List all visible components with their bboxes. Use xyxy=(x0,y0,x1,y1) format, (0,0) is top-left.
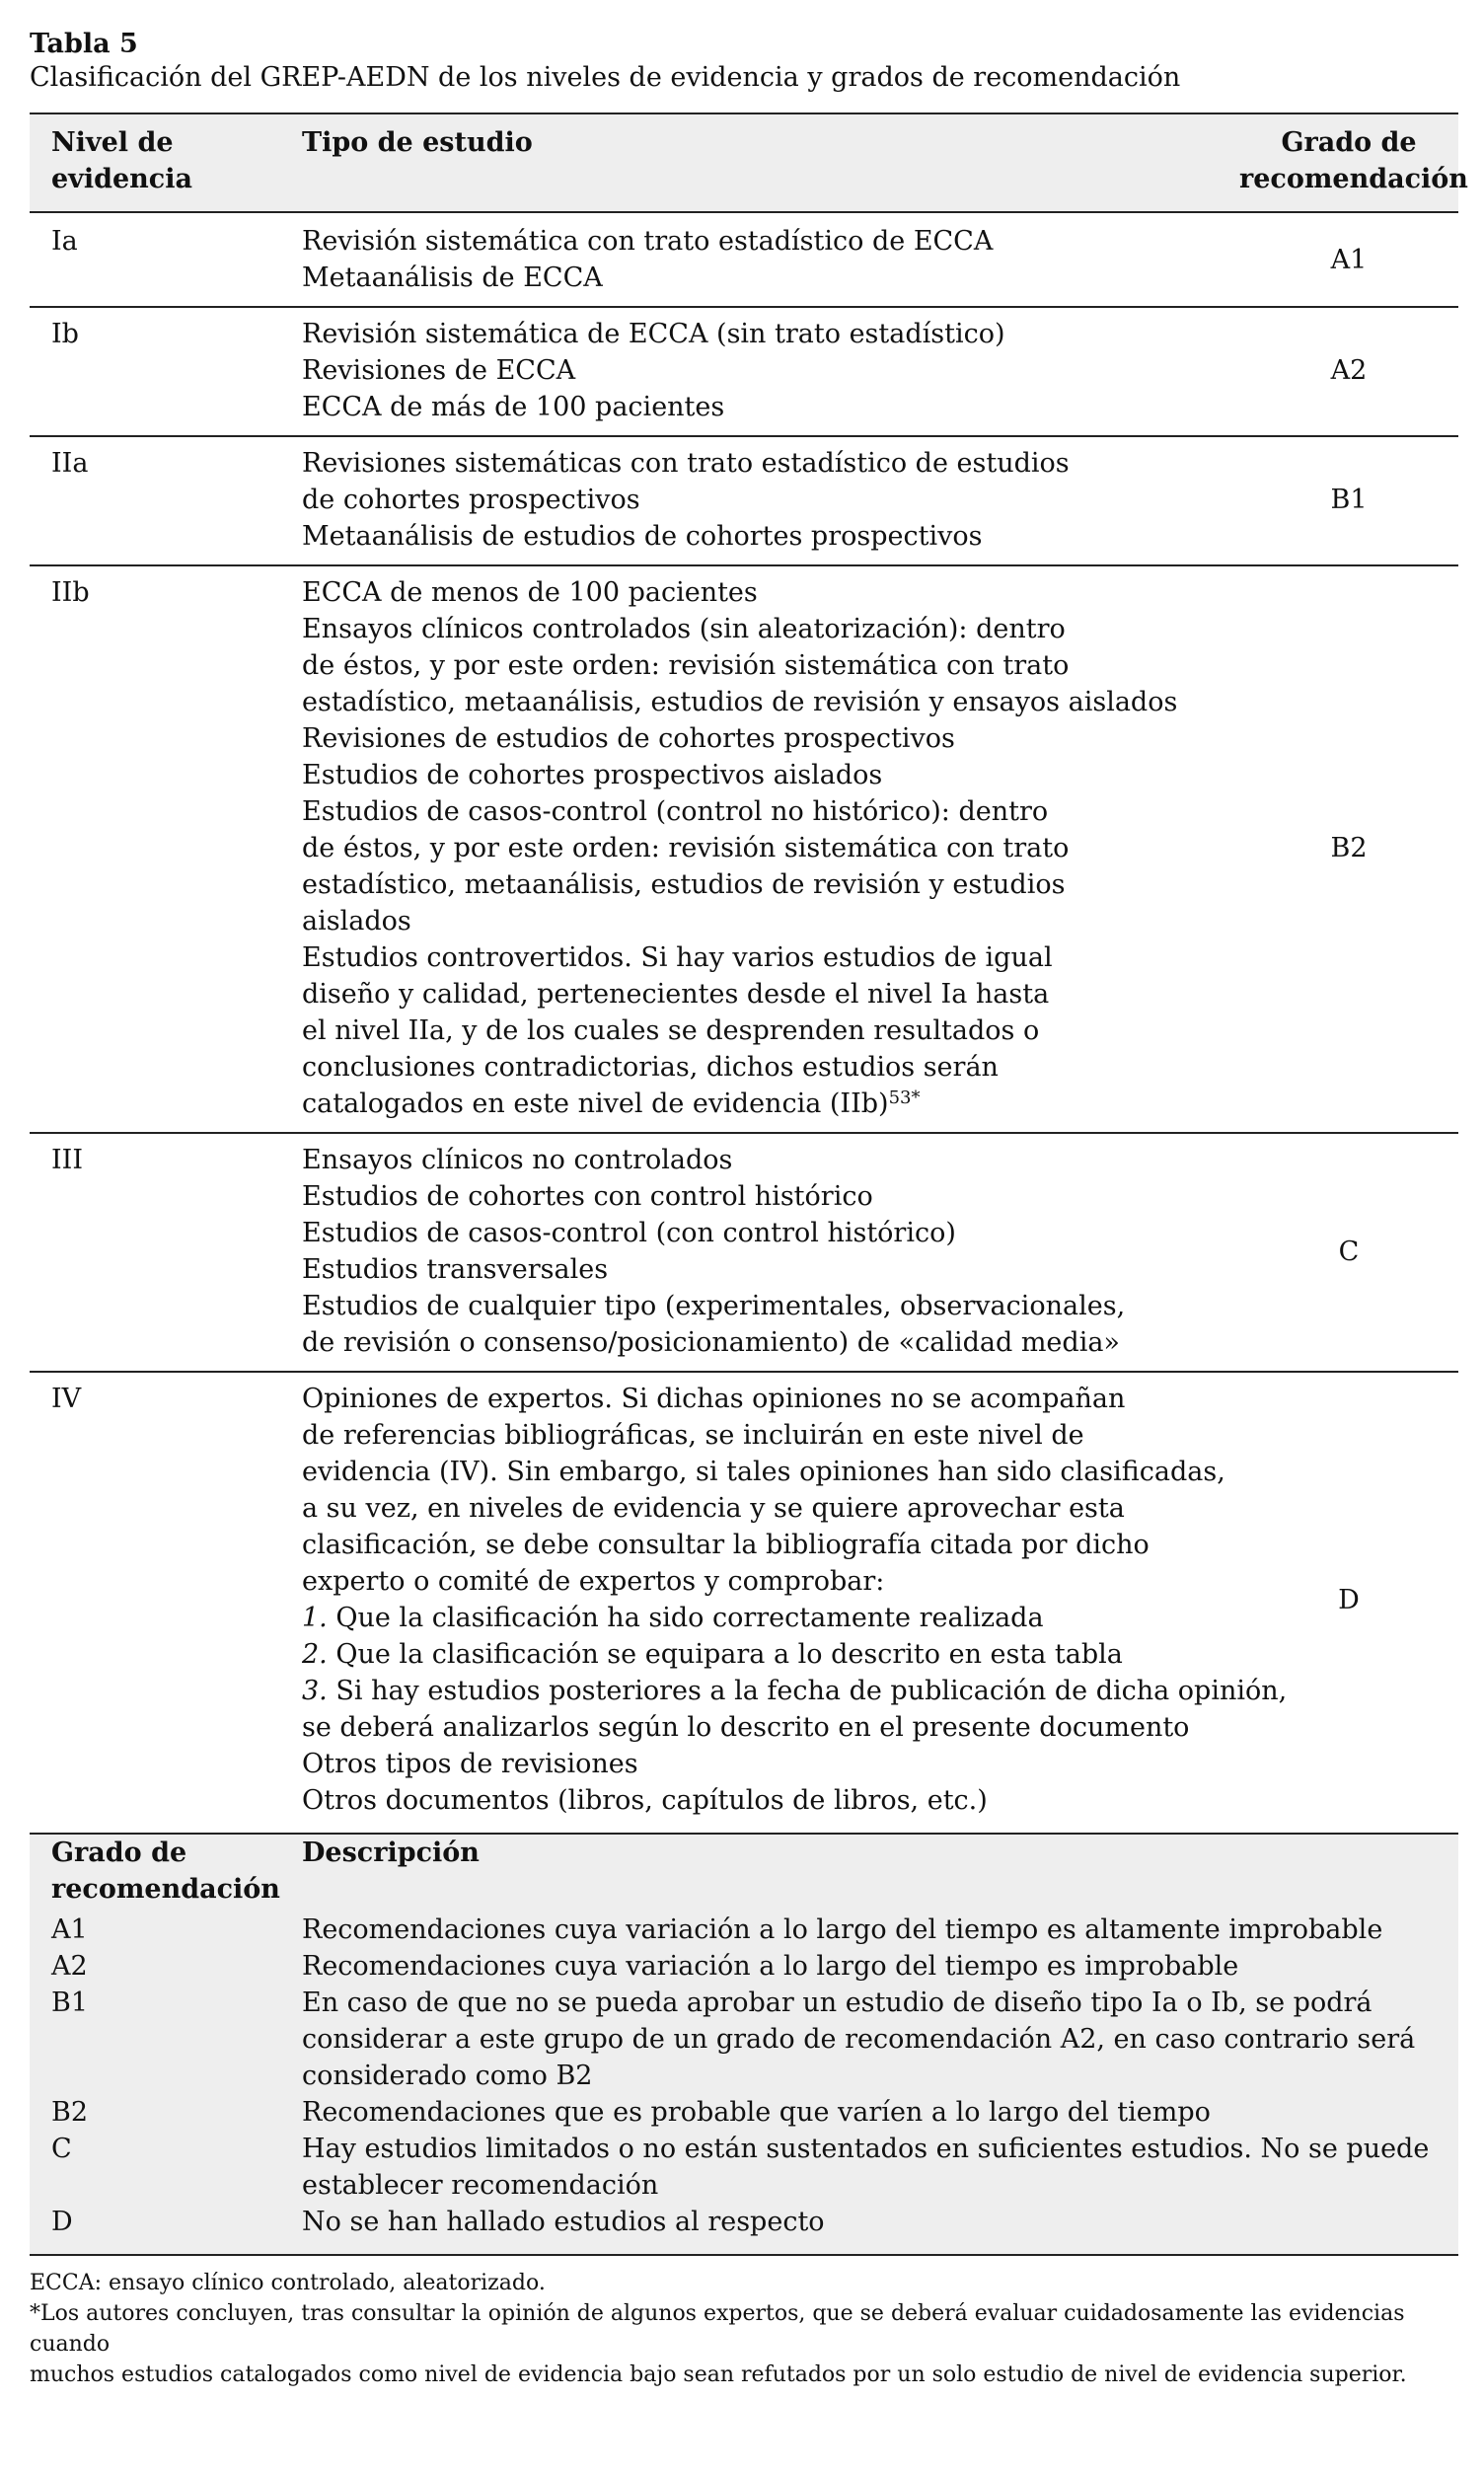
evidence-level: IIa xyxy=(30,436,302,565)
study-line: Estudios de cohortes con control histórico xyxy=(302,1181,873,1212)
recommendation-grade: A2 xyxy=(1239,307,1458,436)
study-line: a su vez, en niveles de evidencia y se quiere aprovechar esta xyxy=(302,1493,1125,1524)
study-type-cell xyxy=(302,212,1239,307)
description-line: establecer recomendación xyxy=(302,2170,659,2201)
item-number: 1. xyxy=(302,1603,328,1633)
grade-code: A2 xyxy=(30,1948,302,1985)
study-line: Revisiones de estudios de cohortes prospectivos xyxy=(302,723,955,754)
recommendation-grade: B2 xyxy=(1239,565,1458,1133)
grade-code: B2 xyxy=(30,2094,302,2131)
grade-code: D xyxy=(30,2204,302,2255)
footnote: muchos estudios catalogados como nivel de evidencia bajo sean refutados por un solo estudio de nivel de evidencia superior. xyxy=(30,2362,1407,2387)
grade-row xyxy=(30,2204,1458,2255)
numbered-item xyxy=(302,1600,1239,1636)
item-text: Si hay estudios posteriores a la fecha de publicación de dicha opinión, xyxy=(327,1676,1288,1706)
grade-description xyxy=(302,1948,1458,1985)
grade-row xyxy=(30,1908,1458,1948)
study-line xyxy=(302,1086,1239,1122)
study-type-cell xyxy=(302,307,1239,436)
study-line: Estudios de cohortes prospectivos aislados xyxy=(302,760,883,790)
item-number: 2. xyxy=(302,1639,328,1670)
grade-row xyxy=(30,1985,1458,2094)
study-line-text: catalogados en este nivel de evidencia (IIb) xyxy=(302,1088,889,1119)
grade-row xyxy=(30,2094,1458,2131)
evidence-row xyxy=(30,565,1458,1133)
study-type-cell xyxy=(302,436,1239,565)
description-line: No se han hallado estudios al respecto xyxy=(302,2207,825,2237)
study-line: Estudios de cualquier tipo (experimentales, observacionales, xyxy=(302,1291,1126,1321)
evidence-level: Ia xyxy=(30,212,302,307)
study-line: Revisión sistemática de ECCA (sin trato estadístico) xyxy=(302,319,1005,349)
study-line: Revisión sistemática con trato estadístico de ECCA xyxy=(302,226,994,257)
footnote: *Los autores concluyen, tras consultar la opinión de algunos expertos, que se deberá evaluar cuidadosamente las evidencias cuando xyxy=(30,2301,1405,2357)
evidence-table xyxy=(30,112,1468,2256)
study-line: Estudios transversales xyxy=(302,1254,609,1285)
study-line: Otros tipos de revisiones xyxy=(302,1749,638,1779)
study-line: conclusiones contradictorias, dichos estudios serán xyxy=(302,1052,999,1083)
item-text: Que la clasificación se equipara a lo descrito en esta tabla xyxy=(327,1639,1123,1670)
grades-header-description: Descripción xyxy=(302,1834,1458,1908)
recommendation-grade: D xyxy=(1239,1372,1458,1834)
table-footnotes xyxy=(30,2268,1460,2390)
table-number: Tabla 5 xyxy=(30,29,138,59)
grade-description xyxy=(302,1985,1458,2094)
study-line: aislados xyxy=(302,906,411,937)
grade-code: A1 xyxy=(30,1908,302,1948)
study-line: de revisión o consenso/posicionamiento) de «calidad media» xyxy=(302,1327,1120,1358)
header-grade: Grado de recomendación xyxy=(1239,113,1458,212)
evidence-row xyxy=(30,1133,1458,1372)
recommendation-grade: A1 xyxy=(1239,212,1458,307)
study-type-cell xyxy=(302,565,1239,1133)
grade-description xyxy=(302,2131,1458,2204)
description-line: Recomendaciones cuya variación a lo largo del tiempo es improbable xyxy=(302,1951,1239,1982)
item-number: 3. xyxy=(302,1676,328,1706)
study-line: estadístico, metaanálisis, estudios de revisión y estudios xyxy=(302,869,1066,900)
study-line: se deberá analizarlos según lo descrito en el presente documento xyxy=(302,1712,1190,1743)
study-line: Metaanálisis de ECCA xyxy=(302,262,603,293)
reference-superscript: 53* xyxy=(888,1088,921,1108)
study-type-cell xyxy=(302,1133,1239,1372)
evidence-row xyxy=(30,1372,1458,1834)
table-caption: Clasificación del GREP-AEDN de los niveles de evidencia y grados de recomendación xyxy=(30,62,1181,93)
study-line: Ensayos clínicos no controlados xyxy=(302,1145,733,1175)
description-line: En caso de que no se pueda aprobar un estudio de diseño tipo Ia o Ib, se podrá xyxy=(302,1988,1373,2018)
study-line: Estudios de casos-control (con control histórico) xyxy=(302,1218,956,1248)
document-page xyxy=(30,28,1468,2390)
study-line: Revisiones de ECCA xyxy=(302,355,576,386)
study-line: Ensayos clínicos controlados (sin aleatorización): dentro xyxy=(302,614,1066,644)
grade-code: B1 xyxy=(30,1985,302,2094)
study-line: Metaanálisis de estudios de cohortes prospectivos xyxy=(302,521,983,552)
recommendation-grade: B1 xyxy=(1239,436,1458,565)
study-line: Revisiones sistemáticas con trato estadístico de estudios xyxy=(302,448,1070,479)
study-line: estadístico, metaanálisis, estudios de revisión y ensayos aislados xyxy=(302,687,1178,717)
grades-header-grade: Grado de recomendación xyxy=(30,1834,302,1908)
study-line: de éstos, y por este orden: revisión sistemática con trato xyxy=(302,650,1070,681)
evidence-level: III xyxy=(30,1133,302,1372)
grade-code: C xyxy=(30,2131,302,2204)
study-line: Estudios de casos-control (control no histórico): dentro xyxy=(302,796,1049,827)
evidence-level: IV xyxy=(30,1372,302,1834)
evidence-table-body xyxy=(30,212,1458,1834)
evidence-level: Ib xyxy=(30,307,302,436)
item-text: Que la clasificación ha sido correctamente realizada xyxy=(327,1603,1044,1633)
study-line: de cohortes prospectivos xyxy=(302,485,640,515)
study-line: experto o comité de expertos y comprobar: xyxy=(302,1566,885,1597)
grade-description xyxy=(302,2204,1458,2255)
evidence-row xyxy=(30,436,1458,565)
numbered-item xyxy=(302,1636,1239,1673)
evidence-row xyxy=(30,307,1458,436)
study-line: el nivel IIa, y de los cuales se desprenden resultados o xyxy=(302,1015,1040,1046)
evidence-level: IIb xyxy=(30,565,302,1133)
study-line: clasificación, se debe consultar la bibliografía citada por dicho xyxy=(302,1530,1150,1560)
header-study-type: Tipo de estudio xyxy=(302,113,1239,212)
numbered-item xyxy=(302,1673,1288,1709)
grade-row xyxy=(30,2131,1458,2204)
description-line: considerado como B2 xyxy=(302,2061,593,2091)
study-line: de éstos, y por este orden: revisión sistemática con trato xyxy=(302,833,1070,863)
grade-description xyxy=(302,1908,1458,1948)
study-line: Estudios controvertidos. Si hay varios estudios de igual xyxy=(302,942,1053,973)
footnote: ECCA: ensayo clínico controlado, aleatorizado. xyxy=(30,2271,546,2295)
description-line: considerar a este grupo de un grado de recomendación A2, en caso contrario será xyxy=(302,2024,1416,2055)
study-type-cell xyxy=(302,1372,1288,1834)
study-line: Opiniones de expertos. Si dichas opiniones no se acompañan xyxy=(302,1384,1126,1414)
study-line: ECCA de menos de 100 pacientes xyxy=(302,577,758,608)
study-line: Otros documentos (libros, capítulos de libros, etc.) xyxy=(302,1785,988,1816)
study-line: ECCA de más de 100 pacientes xyxy=(302,392,725,422)
study-line: de referencias bibliográficas, se incluirán en este nivel de xyxy=(302,1420,1084,1451)
grade-row xyxy=(30,1948,1458,1985)
study-line: evidencia (IV). Sin embargo, si tales opiniones han sido clasificadas, xyxy=(302,1457,1225,1487)
description-line: Recomendaciones que es probable que varíen a lo largo del tiempo xyxy=(302,2097,1211,2128)
header-level: Nivel de evidencia xyxy=(30,113,302,212)
table-header-row xyxy=(30,113,1458,212)
recommendation-grade: C xyxy=(1239,1133,1458,1372)
grade-description xyxy=(302,2094,1458,2131)
description-line: Recomendaciones cuya variación a lo largo del tiempo es altamente improbable xyxy=(302,1914,1383,1945)
evidence-row xyxy=(30,212,1458,307)
study-line: diseño y calidad, pertenecientes desde el nivel Ia hasta xyxy=(302,979,1050,1010)
grades-header-row xyxy=(30,1834,1458,1908)
grades-table-body xyxy=(30,1834,1458,2255)
description-line: Hay estudios limitados o no están sustentados en suficientes estudios. No se puede xyxy=(302,2134,1430,2164)
